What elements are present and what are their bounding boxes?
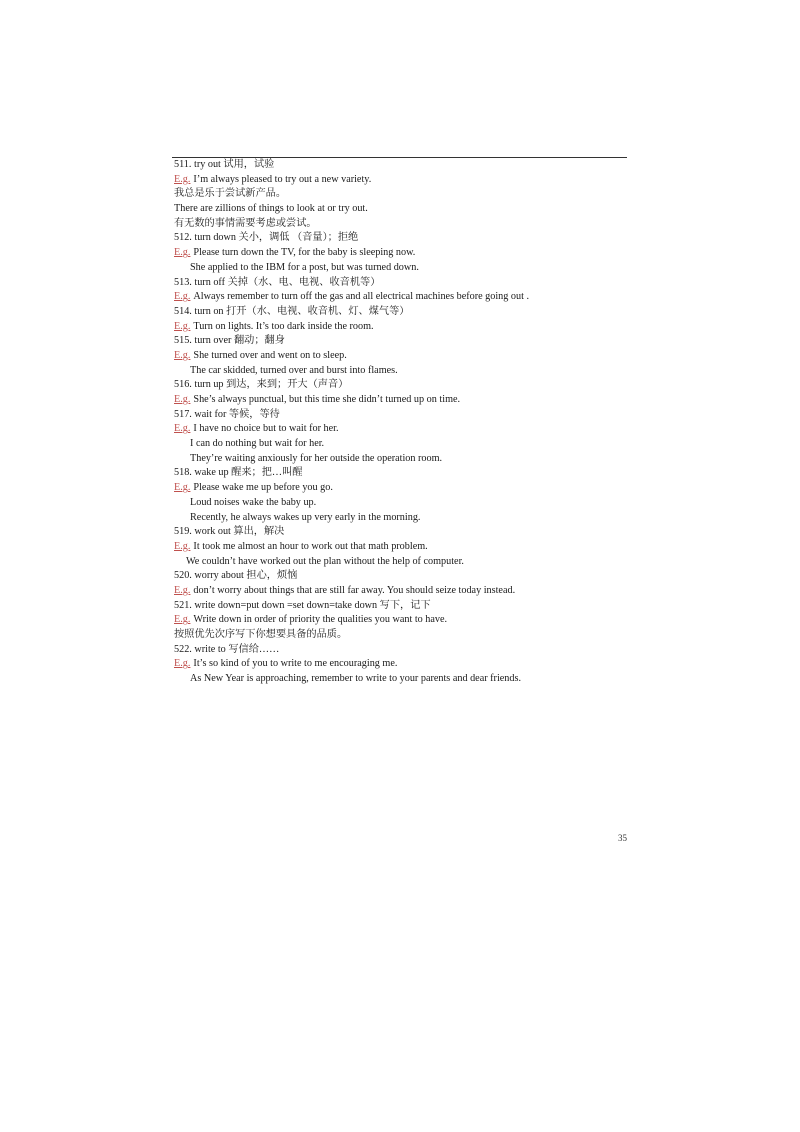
line-text: I’m always pleased to try out a new variety. — [193, 173, 372, 185]
line-text: 520. worry about 担心，烦恼 — [174, 570, 298, 582]
line-text: There are zillions of things to look at or try out. — [174, 203, 368, 215]
line-text: 516. turn up 到达，来到；开大（声音） — [174, 379, 349, 391]
line-text: 517. wait for 等候，等待 — [174, 408, 280, 420]
line-text: As New Year is approaching, remember to write to your parents and dear friends. — [190, 673, 521, 685]
example-line — [174, 422, 634, 437]
line-text: 519. work out 算出，解决 — [174, 526, 285, 538]
example-line — [174, 584, 634, 599]
text-line — [174, 187, 634, 202]
line-text: It’s so kind of you to write to me encouraging me. — [193, 658, 398, 670]
example-label: E.g. — [174, 349, 191, 361]
example-line — [174, 437, 634, 452]
example-label: E.g. — [174, 394, 191, 405]
line-text: Recently, he always wakes up very early in the morning. — [190, 511, 421, 523]
line-text: 512. turn down 关小，调低 （音量）；拒绝 — [174, 232, 359, 244]
text-line — [174, 217, 634, 232]
line-text: She turned over and went on to sleep. — [193, 349, 347, 361]
line-text: The car skidded, turned over and burst into flames. — [190, 364, 398, 376]
example-line — [174, 261, 634, 276]
page-number: 35 — [618, 833, 627, 843]
line-text: 513. turn off 关掉（水、电、电视、收音机等） — [174, 276, 381, 288]
line-text: don’t worry about things that are still far away. You should seize today instead. — [193, 584, 516, 596]
phrase-heading — [174, 158, 634, 173]
phrase-heading — [174, 305, 634, 320]
line-text: I can do nothing but wait for her. — [190, 438, 325, 450]
example-line — [174, 320, 634, 335]
phrase-heading — [174, 276, 634, 291]
example-line — [174, 481, 634, 496]
phrase-heading — [174, 599, 634, 614]
example-label: E.g. — [174, 614, 191, 626]
example-line — [174, 540, 634, 555]
line-text: 515. turn over 翻动；翻身 — [174, 335, 285, 347]
line-text: 我总是乐于尝试新产品。 — [174, 188, 287, 200]
line-text: They’re waiting anxiously for her outside the operation room. — [190, 452, 443, 464]
phrase-heading — [174, 525, 634, 540]
example-line — [174, 364, 634, 379]
line-text: Please wake me up before you go. — [193, 482, 333, 494]
example-line — [174, 246, 634, 261]
example-label: E.g. — [174, 540, 191, 552]
example-label: E.g. — [174, 320, 191, 332]
example-label: E.g. — [174, 584, 191, 596]
example-label: E.g. — [174, 423, 191, 435]
line-text: 518. wake up 醒来；把…叫醒 — [174, 467, 303, 479]
phrase-heading — [174, 643, 634, 658]
phrase-heading — [174, 569, 634, 584]
phrase-heading — [174, 334, 634, 349]
line-text: 514. turn on 打开（水、电视、收音机、灯、煤气等） — [174, 305, 410, 317]
phrase-heading — [174, 231, 634, 246]
line-text: 521. write down=put down =set down=take down 写下，记下 — [174, 599, 431, 611]
line-text: Write down in order of priority the qualities you want to have. — [193, 614, 448, 626]
example-line — [174, 393, 634, 408]
example-line — [174, 613, 634, 628]
example-label: E.g. — [174, 247, 191, 259]
line-text: 有无数的事情需要考虑或尝试。 — [174, 217, 317, 229]
example-label: E.g. — [174, 291, 191, 303]
example-line — [174, 657, 634, 672]
line-text: 511. try out 试用，试验 — [174, 159, 275, 170]
line-text: I have no choice but to wait for her. — [193, 423, 339, 435]
line-text: She applied to the IBM for a post, but was turned down. — [190, 261, 419, 273]
phrase-heading — [174, 378, 634, 393]
line-text: It took me almost an hour to work out that math problem. — [193, 540, 428, 552]
line-text: We couldn’t have worked out the plan without the help of computer. — [186, 555, 464, 567]
example-line — [174, 555, 634, 570]
example-line — [174, 452, 634, 467]
text-line — [174, 202, 634, 217]
example-line — [174, 349, 634, 364]
example-line — [174, 496, 634, 511]
example-label: E.g. — [174, 482, 191, 494]
example-label: E.g. — [174, 173, 191, 185]
phrase-heading — [174, 408, 634, 423]
example-line — [174, 672, 634, 687]
line-text: Loud noises wake the baby up. — [190, 496, 317, 508]
phrase-heading — [174, 466, 634, 481]
example-line — [174, 511, 634, 526]
example-line — [174, 290, 634, 305]
line-text: Turn on lights. It’s too dark inside the room. — [193, 320, 374, 332]
line-text: 522. write to 写信给…… — [174, 643, 280, 655]
line-text: 按照优先次序写下你想要具备的品质。 — [174, 629, 348, 640]
text-line — [174, 628, 634, 643]
phrase-list — [174, 158, 634, 687]
line-text: Always remember to turn off the gas and all electrical machines before going out . — [193, 291, 530, 303]
line-text: She’s always punctual, but this time she didn’t turned up on time. — [193, 394, 461, 405]
example-label: E.g. — [174, 658, 191, 670]
line-text: Please turn down the TV, for the baby is sleeping now. — [193, 247, 416, 259]
example-line — [174, 173, 634, 188]
